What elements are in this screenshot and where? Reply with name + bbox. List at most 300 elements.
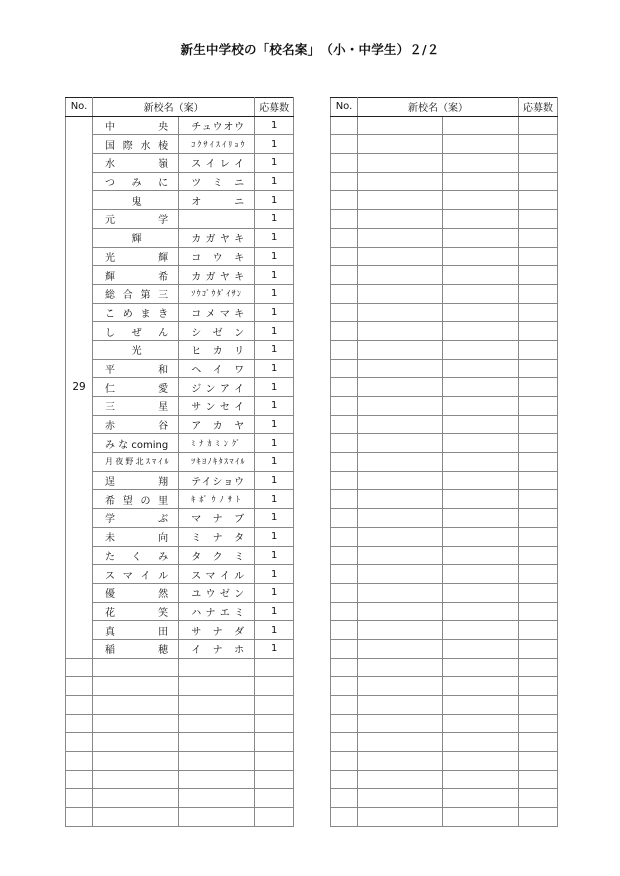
empty-cell <box>519 565 558 584</box>
kana-cell: イ ナ ホ <box>179 639 255 658</box>
table-row <box>66 583 294 602</box>
table-row <box>331 621 558 640</box>
kana-cell: ヘ イ ワ <box>179 359 255 378</box>
count-cell: 1 <box>255 154 294 173</box>
empty-proposals-table <box>330 97 558 827</box>
empty-cell <box>331 658 358 677</box>
kana-cell <box>179 696 255 715</box>
empty-cell <box>331 527 358 546</box>
name-cell: つ み に <box>93 172 179 191</box>
empty-cell <box>358 228 443 247</box>
empty-cell <box>519 210 558 229</box>
table-row <box>331 340 558 359</box>
table-row <box>331 714 558 733</box>
table-row <box>331 789 558 808</box>
table-row <box>331 527 558 546</box>
table-row <box>66 527 294 546</box>
name-cell: 未 向 <box>93 527 179 546</box>
empty-cell <box>519 752 558 771</box>
table-row <box>331 658 558 677</box>
table-row <box>66 509 294 528</box>
empty-cell <box>443 228 519 247</box>
kana-cell: ユ ウ ゼ ン <box>179 583 255 602</box>
empty-cell <box>358 639 443 658</box>
table-row <box>66 340 294 359</box>
empty-cell <box>331 621 358 640</box>
empty-cell <box>331 266 358 285</box>
table-row <box>66 116 294 135</box>
empty-cell <box>443 284 519 303</box>
empty-cell <box>331 714 358 733</box>
empty-cell <box>443 471 519 490</box>
table-row <box>66 471 294 490</box>
table-row <box>66 191 294 210</box>
empty-cell <box>358 752 443 771</box>
kana-cell: ｷﾎﾞｳﾉｻﾄ <box>179 490 255 509</box>
empty-cell <box>331 172 358 191</box>
count-cell: 1 <box>255 471 294 490</box>
name-cell: 逞 翔 <box>93 471 179 490</box>
empty-cell <box>519 247 558 266</box>
empty-cell <box>358 602 443 621</box>
empty-cell <box>331 210 358 229</box>
empty-cell <box>519 378 558 397</box>
table-row <box>66 733 294 752</box>
table-row <box>331 154 558 173</box>
table-row <box>331 696 558 715</box>
count-cell: 1 <box>255 509 294 528</box>
empty-cell <box>331 677 358 696</box>
empty-cell <box>331 397 358 416</box>
kana-cell <box>179 210 255 229</box>
count-cell: 1 <box>255 116 294 135</box>
kana-cell: テイショウ <box>179 471 255 490</box>
table-row <box>331 808 558 827</box>
count-cell: 1 <box>255 434 294 453</box>
empty-cell <box>358 378 443 397</box>
empty-cell <box>443 696 519 715</box>
empty-cell <box>519 135 558 154</box>
count-cell: 1 <box>255 397 294 416</box>
table-row <box>66 154 294 173</box>
table-row <box>66 621 294 640</box>
empty-cell <box>443 415 519 434</box>
empty-cell <box>443 247 519 266</box>
table-row <box>66 565 294 584</box>
empty-cell <box>358 677 443 696</box>
empty-cell <box>519 696 558 715</box>
empty-cell <box>519 322 558 341</box>
empty-cell <box>443 770 519 789</box>
name-cell <box>93 752 179 771</box>
empty-cell <box>358 789 443 808</box>
header-name: 新校名（案） <box>93 98 255 117</box>
empty-cell <box>66 677 93 696</box>
empty-cell <box>331 247 358 266</box>
empty-cell <box>358 303 443 322</box>
table-row <box>331 602 558 621</box>
empty-cell <box>519 770 558 789</box>
kana-cell: ｿｳｺﾞｳﾀﾞｲｻﾝ <box>179 284 255 303</box>
table-row <box>331 733 558 752</box>
name-cell: 仁 愛 <box>93 378 179 397</box>
empty-cell <box>358 733 443 752</box>
empty-cell <box>358 415 443 434</box>
empty-cell <box>519 266 558 285</box>
empty-cell <box>358 565 443 584</box>
table-row <box>66 303 294 322</box>
empty-cell <box>331 453 358 472</box>
kana-cell: カ ガ ヤ キ <box>179 266 255 285</box>
count-cell: 1 <box>255 135 294 154</box>
empty-cell <box>331 415 358 434</box>
empty-cell <box>443 359 519 378</box>
table-row <box>66 266 294 285</box>
empty-cell <box>358 546 443 565</box>
name-cell: 光 <box>93 340 179 359</box>
empty-cell <box>519 359 558 378</box>
count-cell <box>255 733 294 752</box>
empty-cell <box>331 639 358 658</box>
table-row <box>331 284 558 303</box>
empty-cell <box>519 191 558 210</box>
empty-cell <box>443 434 519 453</box>
kana-cell: ﾐﾅｶﾐﾝｸﾞ <box>179 434 255 453</box>
kana-cell: コ メ マ キ <box>179 303 255 322</box>
table-row <box>66 322 294 341</box>
count-cell <box>255 752 294 771</box>
name-cell: 鬼 <box>93 191 179 210</box>
empty-cell <box>358 471 443 490</box>
empty-cell <box>66 770 93 789</box>
count-cell: 1 <box>255 247 294 266</box>
empty-cell <box>519 714 558 733</box>
kana-cell <box>179 677 255 696</box>
empty-cell <box>66 696 93 715</box>
table-header-row <box>66 98 294 117</box>
count-cell: 1 <box>255 322 294 341</box>
empty-cell <box>331 322 358 341</box>
name-cell: 希 望 の 里 <box>93 490 179 509</box>
count-cell <box>255 677 294 696</box>
name-cell: 国 際 水 棱 <box>93 135 179 154</box>
table-row <box>66 210 294 229</box>
empty-cell <box>66 808 93 827</box>
empty-cell <box>331 696 358 715</box>
name-cell: 総 合 第 三 <box>93 284 179 303</box>
kana-cell: ハ ナ エ ミ <box>179 602 255 621</box>
empty-cell <box>358 509 443 528</box>
kana-cell: ジ ン ア イ <box>179 378 255 397</box>
table-row <box>66 284 294 303</box>
empty-cell <box>443 639 519 658</box>
empty-cell <box>443 490 519 509</box>
table-row <box>66 434 294 453</box>
empty-cell <box>331 808 358 827</box>
empty-cell <box>519 154 558 173</box>
empty-cell <box>358 808 443 827</box>
empty-cell <box>519 509 558 528</box>
empty-cell <box>331 191 358 210</box>
name-cell: 優 然 <box>93 583 179 602</box>
empty-cell <box>358 266 443 285</box>
name-cell: 真 田 <box>93 621 179 640</box>
empty-cell <box>519 808 558 827</box>
empty-cell <box>519 116 558 135</box>
table-row <box>66 228 294 247</box>
count-cell <box>255 808 294 827</box>
empty-cell <box>358 397 443 416</box>
empty-cell <box>358 434 443 453</box>
empty-cell <box>358 172 443 191</box>
empty-cell <box>331 583 358 602</box>
empty-cell <box>331 490 358 509</box>
empty-cell <box>443 135 519 154</box>
name-cell: 輝 <box>93 228 179 247</box>
count-cell: 1 <box>255 284 294 303</box>
kana-cell: タ ク ミ <box>179 546 255 565</box>
empty-cell <box>519 434 558 453</box>
table-row <box>66 677 294 696</box>
empty-cell <box>66 752 93 771</box>
empty-cell <box>443 453 519 472</box>
empty-cell <box>443 378 519 397</box>
kana-cell: カ ガ ヤ キ <box>179 228 255 247</box>
empty-cell <box>358 154 443 173</box>
page-title: 新生中学校の「校名案」 （小・中学生）２/２ <box>180 42 440 57</box>
table-row <box>66 415 294 434</box>
name-cell: た く み <box>93 546 179 565</box>
table-row <box>66 397 294 416</box>
empty-cell <box>66 714 93 733</box>
empty-cell <box>443 583 519 602</box>
table-row <box>331 191 558 210</box>
count-cell: 1 <box>255 453 294 472</box>
count-cell: 1 <box>255 546 294 565</box>
table-header-row <box>331 98 558 117</box>
name-cell: ス マ イ ル <box>93 565 179 584</box>
empty-cell <box>443 602 519 621</box>
empty-cell <box>519 453 558 472</box>
table-row <box>331 116 558 135</box>
table-row <box>331 490 558 509</box>
name-cell: 赤 谷 <box>93 415 179 434</box>
empty-cell <box>331 509 358 528</box>
empty-cell <box>358 583 443 602</box>
header-no: No. <box>331 98 358 117</box>
empty-cell <box>358 359 443 378</box>
count-cell: 1 <box>255 191 294 210</box>
empty-cell <box>443 116 519 135</box>
empty-cell <box>358 116 443 135</box>
name-cell: し ぜ ん <box>93 322 179 341</box>
kana-cell <box>179 733 255 752</box>
kana-cell: マ ナ ブ <box>179 509 255 528</box>
name-cell: 学 ぶ <box>93 509 179 528</box>
name-cell: 稲 穂 <box>93 639 179 658</box>
table-row <box>331 228 558 247</box>
kana-cell <box>179 658 255 677</box>
table-row <box>331 453 558 472</box>
count-cell: 1 <box>255 602 294 621</box>
table-row <box>66 453 294 472</box>
empty-cell <box>443 527 519 546</box>
empty-cell <box>443 733 519 752</box>
empty-cell <box>443 172 519 191</box>
table-row <box>66 247 294 266</box>
count-cell: 1 <box>255 228 294 247</box>
kana-cell <box>179 808 255 827</box>
empty-cell <box>519 733 558 752</box>
empty-cell <box>358 135 443 154</box>
name-cell <box>93 677 179 696</box>
kana-cell: チュウオウ <box>179 116 255 135</box>
empty-cell <box>519 621 558 640</box>
empty-cell <box>443 322 519 341</box>
count-cell: 1 <box>255 639 294 658</box>
empty-cell <box>331 434 358 453</box>
empty-cell <box>331 733 358 752</box>
empty-cell <box>519 677 558 696</box>
empty-cell <box>358 247 443 266</box>
table-row <box>331 471 558 490</box>
empty-cell <box>443 266 519 285</box>
table-row <box>331 135 558 154</box>
empty-cell <box>443 210 519 229</box>
empty-cell <box>519 340 558 359</box>
empty-cell <box>519 490 558 509</box>
empty-cell <box>331 303 358 322</box>
empty-cell <box>519 527 558 546</box>
table-row <box>66 808 294 827</box>
kana-cell: ミ ナ タ <box>179 527 255 546</box>
name-cell: 元 学 <box>93 210 179 229</box>
kana-cell: ス マ イ ル <box>179 565 255 584</box>
table-row <box>331 172 558 191</box>
name-cell <box>93 770 179 789</box>
header-count: 応募数 <box>519 98 558 117</box>
empty-cell <box>443 303 519 322</box>
empty-cell <box>358 770 443 789</box>
count-cell <box>255 770 294 789</box>
empty-cell <box>443 191 519 210</box>
empty-cell <box>331 789 358 808</box>
empty-cell <box>519 415 558 434</box>
table-row <box>331 509 558 528</box>
table-row <box>331 546 558 565</box>
table-row <box>66 135 294 154</box>
empty-cell <box>443 658 519 677</box>
empty-cell <box>519 471 558 490</box>
table-row <box>66 789 294 808</box>
empty-cell <box>358 210 443 229</box>
table-row <box>331 210 558 229</box>
empty-cell <box>331 770 358 789</box>
empty-cell <box>358 621 443 640</box>
kana-cell: サ ナ ダ <box>179 621 255 640</box>
name-cell <box>93 733 179 752</box>
count-cell: 1 <box>255 172 294 191</box>
count-cell: 1 <box>255 303 294 322</box>
count-cell: 1 <box>255 583 294 602</box>
empty-cell <box>358 490 443 509</box>
kana-cell <box>179 789 255 808</box>
table-row <box>331 752 558 771</box>
table-row <box>331 434 558 453</box>
table-row <box>331 677 558 696</box>
kana-cell: ｺｸｻｲｽｲﾘｮｳ <box>179 135 255 154</box>
count-cell <box>255 696 294 715</box>
kana-cell: オ ニ <box>179 191 255 210</box>
table-row <box>66 378 294 397</box>
empty-cell <box>443 340 519 359</box>
empty-cell <box>331 565 358 584</box>
empty-cell <box>443 154 519 173</box>
empty-cell <box>519 546 558 565</box>
table-row <box>331 303 558 322</box>
table-row <box>66 714 294 733</box>
table-row <box>331 415 558 434</box>
empty-cell <box>358 658 443 677</box>
name-cell: み な coming <box>93 434 179 453</box>
name-cell: 月夜野北ｽﾏｲﾙ <box>93 453 179 472</box>
empty-cell <box>519 658 558 677</box>
table-row <box>66 546 294 565</box>
name-cell: 三 星 <box>93 397 179 416</box>
table-row <box>66 172 294 191</box>
table-row <box>331 397 558 416</box>
header-count: 応募数 <box>255 98 294 117</box>
kana-cell: ヒ カ リ <box>179 340 255 359</box>
empty-cell <box>443 509 519 528</box>
table-row <box>331 359 558 378</box>
empty-cell <box>358 453 443 472</box>
count-cell <box>255 789 294 808</box>
table-row <box>331 583 558 602</box>
empty-cell <box>519 172 558 191</box>
name-cell: こ め ま き <box>93 303 179 322</box>
kana-cell <box>179 714 255 733</box>
empty-cell <box>331 340 358 359</box>
table-row <box>66 658 294 677</box>
count-cell: 1 <box>255 621 294 640</box>
header-no: No. <box>66 98 93 117</box>
table-row <box>66 696 294 715</box>
kana-cell: ア カ ヤ <box>179 415 255 434</box>
table-row <box>66 639 294 658</box>
empty-cell <box>519 789 558 808</box>
empty-cell <box>519 397 558 416</box>
empty-cell <box>358 284 443 303</box>
name-cell: 花 笑 <box>93 602 179 621</box>
empty-cell <box>66 658 93 677</box>
header-name: 新校名（案） <box>358 98 519 117</box>
empty-cell <box>331 284 358 303</box>
empty-cell <box>443 397 519 416</box>
empty-cell <box>519 228 558 247</box>
name-cell: 平 和 <box>93 359 179 378</box>
table-row <box>66 770 294 789</box>
empty-cell <box>331 359 358 378</box>
name-cell: 水 嶺 <box>93 154 179 173</box>
empty-cell <box>358 322 443 341</box>
empty-cell <box>331 378 358 397</box>
table-row <box>331 266 558 285</box>
kana-cell: ス イ レ イ <box>179 154 255 173</box>
table-row <box>331 247 558 266</box>
table-row <box>66 359 294 378</box>
name-cell: 中 央 <box>93 116 179 135</box>
